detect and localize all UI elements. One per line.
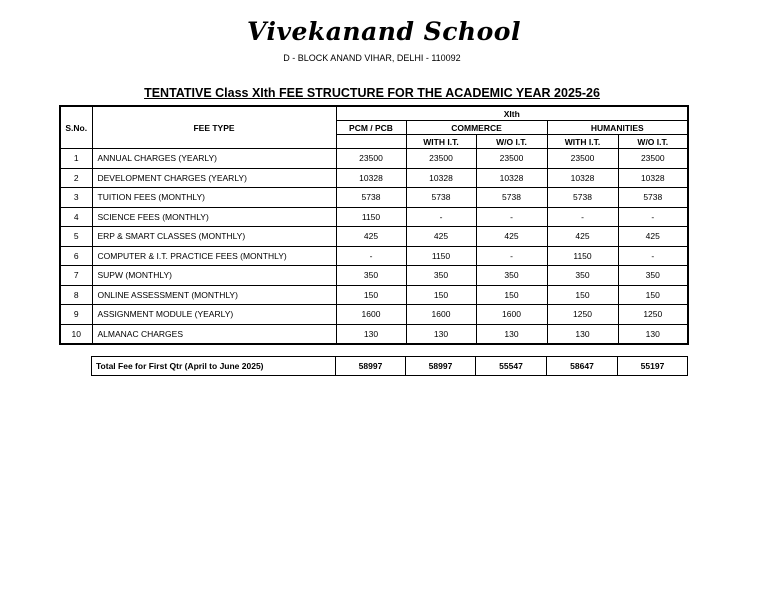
cell-humanities-wo-it: 150 — [618, 285, 688, 305]
cell-commerce-with-it: 150 — [406, 285, 476, 305]
cell-commerce-with-it: - — [406, 207, 476, 227]
cell-sno: 10 — [60, 324, 92, 344]
cell-pcm: 130 — [336, 324, 406, 344]
total-fee-table — [91, 356, 688, 376]
table-row — [60, 207, 688, 227]
header-humanities-with-it: WITH I.T. — [547, 135, 618, 149]
cell-commerce-with-it: 10328 — [406, 168, 476, 188]
cell-humanities-with-it: 23500 — [547, 149, 618, 169]
cell-sno: 5 — [60, 227, 92, 247]
cell-commerce-wo-it: 350 — [476, 266, 547, 286]
table-row — [60, 266, 688, 286]
cell-sno: 3 — [60, 188, 92, 208]
header-humanities-wo-it: W/O I.T. — [618, 135, 688, 149]
header-humanities: HUMANITIES — [547, 121, 688, 135]
table-row — [60, 227, 688, 247]
cell-commerce-with-it: 425 — [406, 227, 476, 247]
cell-pcm: - — [336, 246, 406, 266]
cell-commerce-wo-it: - — [476, 207, 547, 227]
header-pcm-pcb: PCM / PCB — [336, 121, 406, 135]
cell-humanities-wo-it: 350 — [618, 266, 688, 286]
cell-sno: 4 — [60, 207, 92, 227]
total-humanities-with-it: 58647 — [547, 357, 618, 376]
cell-pcm: 1150 — [336, 207, 406, 227]
cell-fee-type: ONLINE ASSESSMENT (MONTHLY) — [92, 285, 336, 305]
cell-fee-type: TUITION FEES (MONTHLY) — [92, 188, 336, 208]
cell-commerce-with-it: 350 — [406, 266, 476, 286]
cell-commerce-wo-it: 23500 — [476, 149, 547, 169]
cell-humanities-wo-it: 425 — [618, 227, 688, 247]
cell-commerce-wo-it: 425 — [476, 227, 547, 247]
cell-fee-type: SCIENCE FEES (MONTHLY) — [92, 207, 336, 227]
total-label: Total Fee for First Qtr (April to June 2025) — [92, 357, 336, 376]
cell-humanities-with-it: 5738 — [547, 188, 618, 208]
cell-commerce-wo-it: 5738 — [476, 188, 547, 208]
header-commerce-with-it: WITH I.T. — [406, 135, 476, 149]
table-header — [60, 106, 688, 149]
cell-humanities-wo-it: 130 — [618, 324, 688, 344]
table-row — [60, 168, 688, 188]
table-row — [60, 149, 688, 169]
cell-humanities-with-it: 150 — [547, 285, 618, 305]
cell-pcm: 1600 — [336, 305, 406, 325]
cell-humanities-wo-it: 10328 — [618, 168, 688, 188]
total-humanities-wo-it: 55197 — [618, 357, 688, 376]
table-row — [60, 188, 688, 208]
cell-humanities-with-it: 350 — [547, 266, 618, 286]
cell-commerce-with-it: 23500 — [406, 149, 476, 169]
cell-humanities-with-it: - — [547, 207, 618, 227]
cell-fee-type: COMPUTER & I.T. PRACTICE FEES (MONTHLY) — [92, 246, 336, 266]
total-row — [92, 357, 688, 376]
cell-pcm: 5738 — [336, 188, 406, 208]
cell-humanities-with-it: 10328 — [547, 168, 618, 188]
cell-pcm: 425 — [336, 227, 406, 247]
cell-pcm: 150 — [336, 285, 406, 305]
cell-humanities-wo-it: 23500 — [618, 149, 688, 169]
cell-humanities-wo-it: - — [618, 246, 688, 266]
cell-pcm: 350 — [336, 266, 406, 286]
cell-fee-type: ASSIGNMENT MODULE (YEARLY) — [92, 305, 336, 325]
table-row — [60, 305, 688, 325]
cell-commerce-wo-it: 150 — [476, 285, 547, 305]
cell-fee-type: SUPW (MONTHLY) — [92, 266, 336, 286]
cell-sno: 7 — [60, 266, 92, 286]
header-fee-type: FEE TYPE — [92, 106, 336, 149]
cell-fee-type: ANNUAL CHARGES (YEARLY) — [92, 149, 336, 169]
cell-commerce-wo-it: 130 — [476, 324, 547, 344]
table-row — [60, 285, 688, 305]
document-title-text: TENTATIVE Class XIth FEE STRUCTURE FOR THE ACADEMIC YEAR 2025-26 — [144, 86, 600, 100]
cell-fee-type: ERP & SMART CLASSES (MONTHLY) — [92, 227, 336, 247]
cell-humanities-with-it: 1250 — [547, 305, 618, 325]
total-pcm: 58997 — [336, 357, 406, 376]
table-row — [60, 246, 688, 266]
cell-humanities-with-it: 1150 — [547, 246, 618, 266]
school-address: D - BLOCK ANAND VIHAR, DELHI - 110092 — [283, 53, 461, 63]
total-commerce-with-it: 58997 — [406, 357, 476, 376]
cell-commerce-with-it: 1600 — [406, 305, 476, 325]
cell-commerce-wo-it: - — [476, 246, 547, 266]
cell-humanities-with-it: 130 — [547, 324, 618, 344]
cell-humanities-with-it: 425 — [547, 227, 618, 247]
cell-commerce-wo-it: 10328 — [476, 168, 547, 188]
cell-pcm: 10328 — [336, 168, 406, 188]
cell-commerce-with-it: 1150 — [406, 246, 476, 266]
header-class-group: XIth — [336, 106, 688, 121]
fee-structure-table — [59, 105, 689, 345]
cell-commerce-with-it: 5738 — [406, 188, 476, 208]
cell-sno: 9 — [60, 305, 92, 325]
cell-humanities-wo-it: 5738 — [618, 188, 688, 208]
cell-sno: 1 — [60, 149, 92, 169]
table-body — [60, 149, 688, 345]
cell-fee-type: ALMANAC CHARGES — [92, 324, 336, 344]
cell-humanities-wo-it: - — [618, 207, 688, 227]
header-sno: S.No. — [60, 106, 92, 149]
header-commerce-wo-it: W/O I.T. — [476, 135, 547, 149]
cell-commerce-with-it: 130 — [406, 324, 476, 344]
cell-sno: 6 — [60, 246, 92, 266]
cell-commerce-wo-it: 1600 — [476, 305, 547, 325]
cell-humanities-wo-it: 1250 — [618, 305, 688, 325]
school-name: Vivekanand School — [247, 17, 521, 46]
header-pcm-blank — [336, 135, 406, 149]
document-title — [0, 85, 744, 101]
cell-sno: 8 — [60, 285, 92, 305]
header-commerce: COMMERCE — [406, 121, 547, 135]
cell-fee-type: DEVELOPMENT CHARGES (YEARLY) — [92, 168, 336, 188]
total-commerce-wo-it: 55547 — [476, 357, 547, 376]
cell-pcm: 23500 — [336, 149, 406, 169]
cell-sno: 2 — [60, 168, 92, 188]
table-row — [60, 324, 688, 344]
